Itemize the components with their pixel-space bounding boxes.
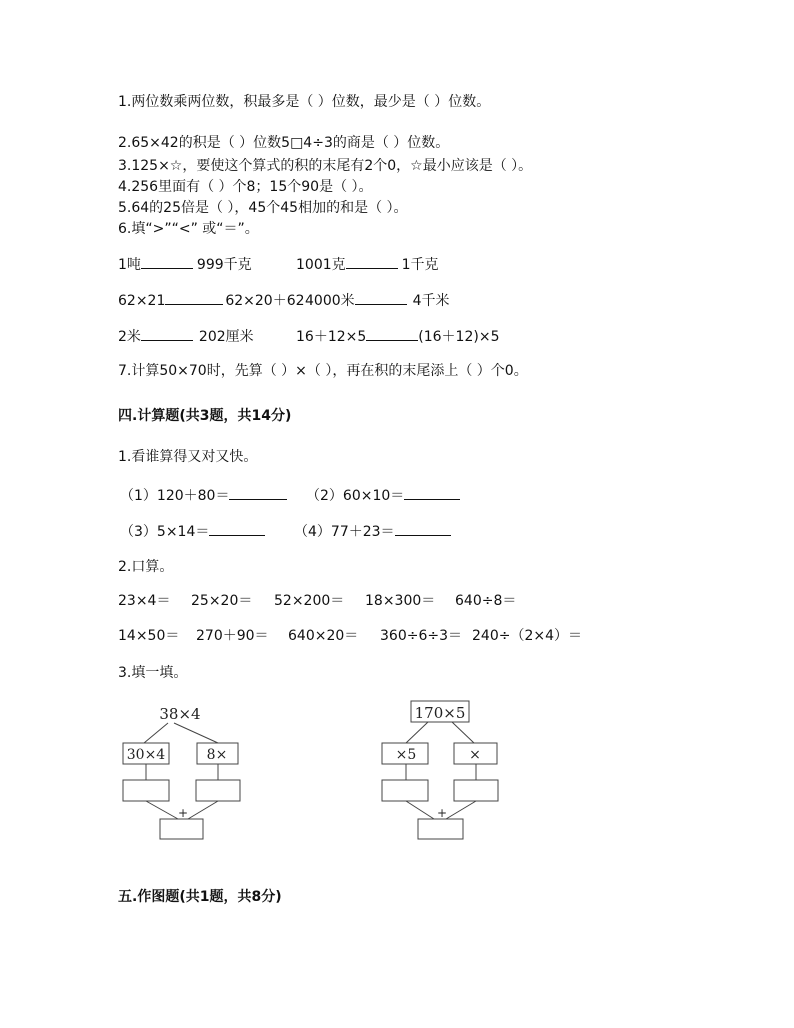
oral-item: 18×300＝ bbox=[365, 593, 436, 609]
answer-blank[interactable] bbox=[209, 521, 265, 536]
question-3: 3.125×☆，要使这个算式的积的末尾有2个0，☆最小应该是（ ）。 bbox=[118, 158, 533, 174]
oral-item: 14×50＝ bbox=[118, 628, 180, 644]
compare-item: 1001克 1千克 bbox=[296, 254, 439, 274]
answer-box[interactable] bbox=[123, 780, 169, 801]
answer-blank[interactable] bbox=[346, 254, 398, 269]
oral-item: 640÷8＝ bbox=[455, 593, 517, 609]
oral-item: 23×4＝ bbox=[118, 593, 171, 609]
plus-sign: + bbox=[177, 806, 189, 820]
question-5: 5.64的25倍是（ ），45个45相加的和是（ ）。 bbox=[118, 200, 408, 216]
answer-blank[interactable] bbox=[355, 290, 407, 305]
question-2: 2.65×42的积是（ ）位数5□4÷3的商是（ ）位数。 bbox=[118, 135, 450, 151]
decomposition-tree-1 bbox=[110, 700, 270, 850]
oral-item: 25×20＝ bbox=[191, 593, 253, 609]
section-4-heading: 四.计算题(共3题，共14分) bbox=[118, 408, 292, 424]
answer-box[interactable] bbox=[454, 780, 498, 801]
oral-item: 360÷6÷3＝ bbox=[380, 628, 462, 644]
answer-box[interactable] bbox=[196, 780, 240, 801]
calc-item: （3）5×14＝ bbox=[120, 521, 265, 541]
tree-top-expression: 38×4 bbox=[159, 705, 201, 723]
tree-right-expression: 8× bbox=[206, 747, 228, 763]
answer-box[interactable] bbox=[160, 819, 203, 839]
question-6: 6.填“>”“<” 或“＝”。 bbox=[118, 221, 259, 237]
oral-item: 52×200＝ bbox=[274, 593, 345, 609]
plus-sign: + bbox=[436, 806, 448, 820]
calc-q1-title: 1.看谁算得又对又快。 bbox=[118, 449, 258, 465]
calc-item: （4）77＋23＝ bbox=[294, 521, 451, 541]
answer-blank[interactable] bbox=[404, 485, 460, 500]
decomposition-tree-2 bbox=[370, 700, 530, 850]
compare-item: 2米 202厘米 bbox=[118, 326, 254, 346]
answer-blank[interactable] bbox=[141, 254, 193, 269]
calc-item: （2）60×10＝ bbox=[306, 485, 460, 505]
tree-left-expression: 30×4 bbox=[126, 747, 166, 763]
answer-blank[interactable] bbox=[229, 485, 287, 500]
compare-item: 16＋12×5 (16＋12)×5 bbox=[296, 326, 499, 346]
answer-box[interactable] bbox=[382, 780, 428, 801]
question-4: 4.256里面有（ ）个8；15个90是（ ）。 bbox=[118, 179, 373, 195]
tree-left-expression: ×5 bbox=[395, 747, 417, 763]
answer-blank[interactable] bbox=[366, 326, 418, 341]
answer-box[interactable] bbox=[418, 819, 463, 839]
calc-q2-title: 2.口算。 bbox=[118, 559, 174, 575]
compare-item: 4000米 4千米 bbox=[305, 290, 450, 310]
compare-item: 62×21 62×20＋62 bbox=[118, 290, 305, 310]
question-1: 1.两位数乘两位数，积最多是（ ）位数，最少是（ ）位数。 bbox=[118, 94, 491, 110]
oral-item: 270＋90＝ bbox=[196, 628, 269, 644]
tree-right-expression: × bbox=[469, 747, 481, 763]
answer-blank[interactable] bbox=[141, 326, 193, 341]
calc-q3-title: 3.填一填。 bbox=[118, 665, 188, 681]
question-7: 7.计算50×70时，先算（ ）×（ ），再在积的末尾添上（ ）个0。 bbox=[118, 363, 528, 379]
answer-blank[interactable] bbox=[165, 290, 223, 305]
oral-item: 640×20＝ bbox=[288, 628, 359, 644]
compare-item: 1吨 999千克 bbox=[118, 254, 252, 274]
tree-top-expression: 170×5 bbox=[414, 704, 466, 722]
answer-blank[interactable] bbox=[395, 521, 451, 536]
oral-item: 240÷（2×4）＝ bbox=[472, 628, 582, 644]
calc-item: （1）120＋80＝ bbox=[120, 485, 287, 505]
section-5-heading: 五.作图题(共1题，共8分) bbox=[118, 889, 282, 905]
